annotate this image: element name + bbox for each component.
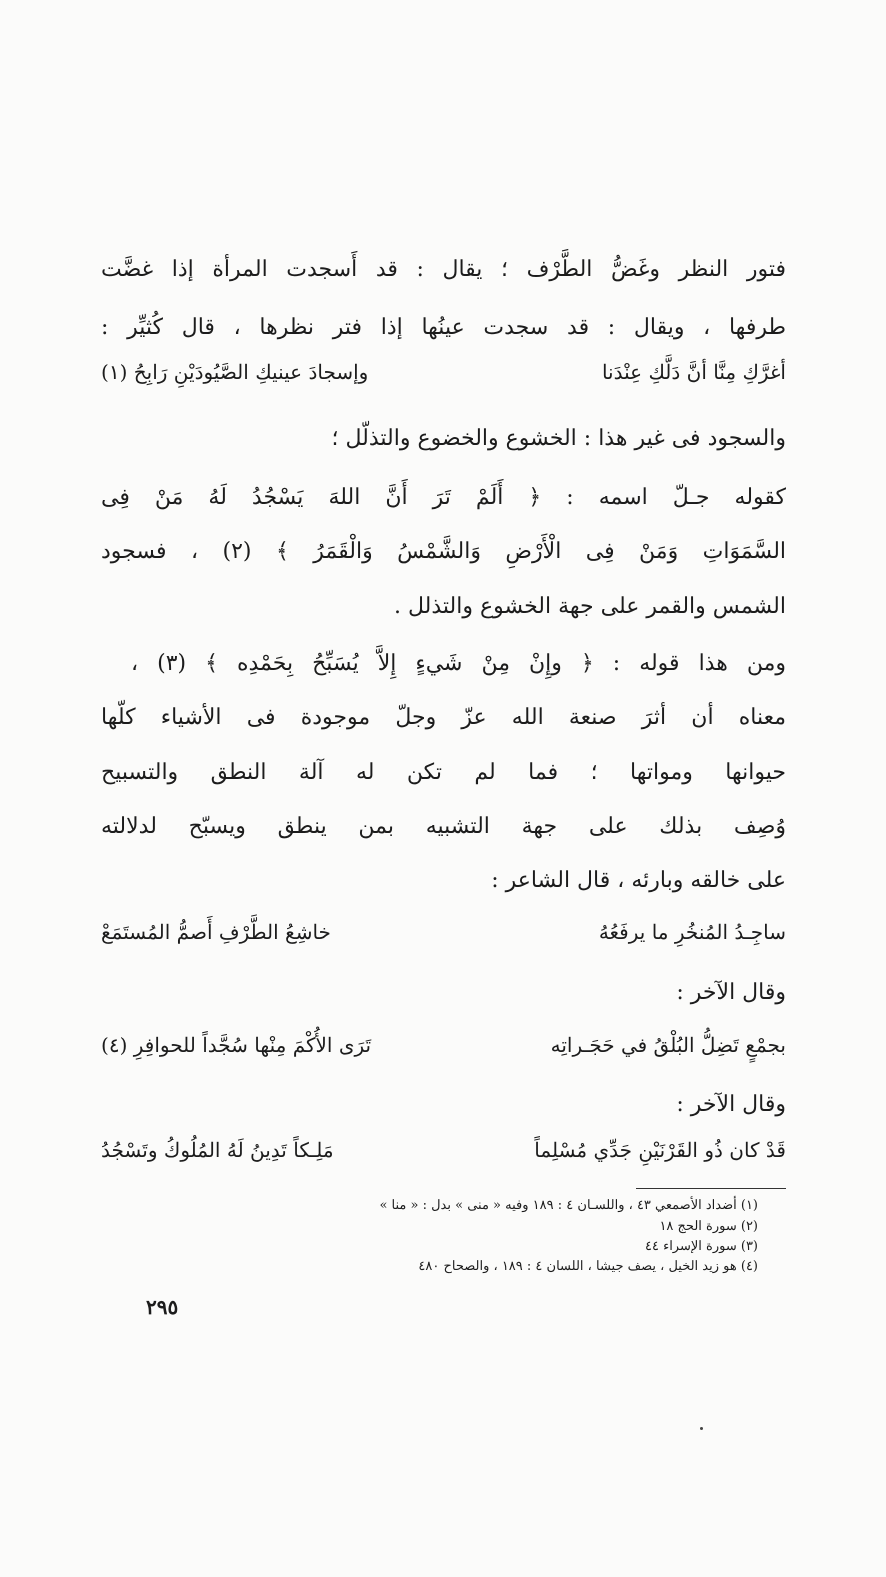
verse-second-hemistich: تَرَى الأُكْمَ مِنْها سُجَّداً للحوافِرِ (٤) xyxy=(101,1033,372,1057)
scan-speck xyxy=(700,1427,703,1430)
text-line: والسجود فى غير هذا : الخشوع والخضوع والتذلّل ؛ xyxy=(331,426,786,451)
footnote: (٣) سورة الإسراء ٤٤ xyxy=(644,1239,758,1254)
text-line: السَّمَوَاتِ وَمَنْ فِى الْأَرْضِ وَالشَّمْسُ وَالْقَمَرُ ﴾ (٢) ، فسجود xyxy=(101,539,787,564)
verse-first-hemistich: بجمْعٍ تَضِلُّ البُلْقُ في حَجَـراتِه xyxy=(550,1033,786,1057)
footnote: (١) أضداد الأصمعي ٤٣ ، واللسـان ٤ : ١٨٩ وفيه « منى » بدل : « منا » xyxy=(379,1198,758,1213)
verse-second-hemistich: خاشِعُ الطَّرْفِ أَصمُّ المُستَمَعْ xyxy=(101,920,331,944)
text-line: وُصِف بذلك على جهة التشبيه بمن ينطق ويسبّح لدلالته xyxy=(101,814,786,839)
footnote: (٢) سورة الحج ١٨ xyxy=(659,1219,758,1234)
text-line: وقال الآخر : xyxy=(676,1092,786,1117)
poem-verse xyxy=(101,1135,786,1165)
verse-second-hemistich: وإسجادَ عينيكِ الصَّيُودَيْنِ رَابِحُ (١) xyxy=(101,360,369,384)
verse-first-hemistich: قَدْ كان ذُو القَرْنَيْنِ جَدِّي مُسْلِماً xyxy=(534,1138,786,1162)
text-line: وقال الآخر : xyxy=(676,980,786,1005)
verse-first-hemistich: أغرَّكِ مِنَّا أنَّ دَلَّكِ عِنْدَنا xyxy=(601,360,786,384)
page-number: ٢٩٥ xyxy=(146,1295,179,1319)
footnote: (٤) هو زيد الخيل ، يصف جيشا ، اللسان ٤ : ١٨٩ ، والصحاح ٤٨٠ xyxy=(418,1259,758,1274)
poem-verse xyxy=(101,1030,786,1060)
text-line: كقوله جـلّ اسمه : ﴿ أَلَمْ تَرَ أَنَّ اللهَ يَسْجُدُ لَهُ مَنْ فِى xyxy=(101,485,786,510)
text-line: على خالقه وبارئه ، قال الشاعر : xyxy=(491,868,786,893)
text-line: حيوانها ومواتها ؛ فما لم تكن له آلة النطق والتسبيح xyxy=(101,760,786,785)
text-line: معناه أن أثرَ صنعة الله عزّ وجلّ موجودة فى الأشياء كلّها xyxy=(101,705,786,730)
verse-first-hemistich: ساجِـدُ المُنخُرِ ما يرفَعُهُ xyxy=(598,920,786,944)
text-line: ومن هذا قوله : ﴿ وإِنْ مِنْ شَيءٍ إِلاَّ يُسَبِّحُ بِحَمْدِه ﴾ (٣) ، xyxy=(131,651,786,676)
text-line: الشمس والقمر على جهة الخشوع والتذلل . xyxy=(394,594,786,619)
footnote-separator xyxy=(636,1188,786,1189)
text-line: طرفها ، ويقال : قد سجدت عينُها إذا فتر نظرها ، قال كُثيِّر : xyxy=(101,315,786,340)
poem-verse xyxy=(101,917,786,947)
poem-verse xyxy=(101,357,786,387)
verse-second-hemistich: مَلِـكاً تَدِينُ لَهُ المُلُوكُ وتَسْجُدُ xyxy=(101,1138,334,1162)
text-line: فتور النظر وغَضُّ الطَّرْف ؛ يقال : قد أَسجدت المرأة إذا غضَّت xyxy=(101,257,786,282)
